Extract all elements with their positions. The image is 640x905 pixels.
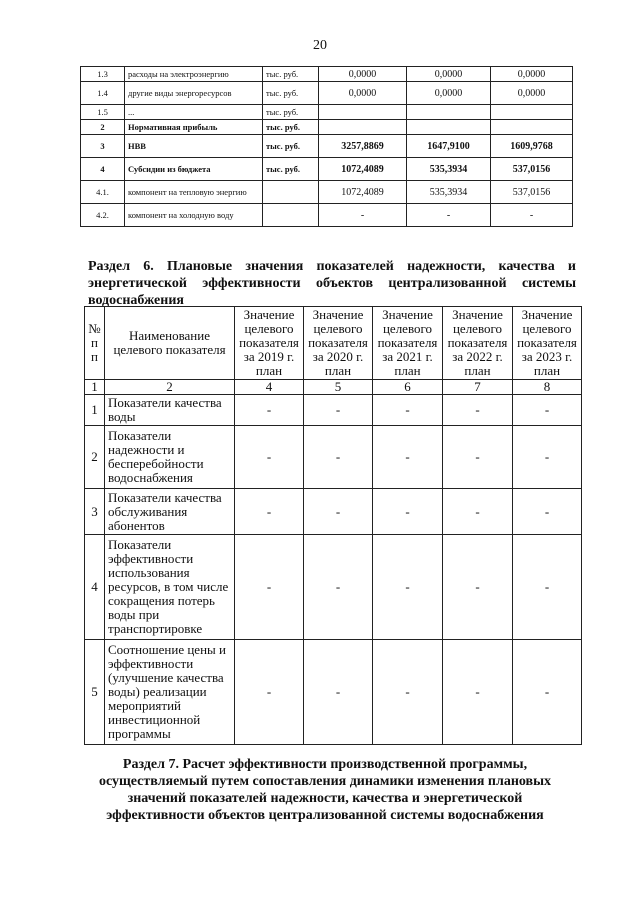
header-year: Значение целевого показателя за 2022 г. план — [443, 307, 513, 380]
indicators-table — [84, 306, 582, 745]
header-name: Наименование целевого показателя — [105, 307, 235, 380]
table-row: 3 НВВ тыс. руб. 3257,8869 1647,9100 1609,9768 — [81, 135, 573, 158]
header-year: Значение целевого показателя за 2021 г. план — [373, 307, 443, 380]
section-7-heading: Раздел 7. Расчет эффективности производственной программы, осуществляемый путем сопоставления динамики изменения плановых значений показателей надежности, качества и энергетической эффективности объектов централизованной системы водоснабжения — [98, 757, 552, 823]
header-year: Значение целевого показателя за 2020 г. план — [304, 307, 373, 380]
table-row: 4 Показатели эффективности использования ресурсов, в том числе сокращения потерь воды при транспортировке - - - - - — [85, 535, 582, 640]
table-row: 2 Нормативная прибыль тыс. руб. — [81, 120, 573, 135]
page-number: 20 — [313, 38, 327, 53]
table-row: 4.1. компонент на тепловую энергию 1072,4089 535,3934 537,0156 — [81, 181, 573, 204]
column-number-row: 1 2 4 5 6 7 8 — [85, 380, 582, 395]
table-row: 2 Показатели надежности и бесперебойности водоснабжения - - - - - — [85, 426, 582, 489]
table-row: 1.4 другие виды энергоресурсов тыс. руб. 0,0000 0,0000 0,0000 — [81, 82, 573, 105]
table-row: 4.2. компонент на холодную воду - - - — [81, 204, 573, 227]
header-num: № п п — [85, 307, 105, 380]
table-row: 1 Показатели качества воды - - - - - — [85, 395, 582, 426]
table-header-row — [85, 307, 582, 380]
section-6-heading: Раздел 6. Плановые значения показателей надежности, качества и энергетической эффективности объектов централизованной системы водоснабжения — [88, 259, 576, 308]
table-row: 3 Показатели качества обслуживания абонентов - - - - - — [85, 489, 582, 535]
table-row: 5 Соотношение цены и эффективности (улучшение качества воды) реализации мероприятий инвестиционной программы - - - - - — [85, 640, 582, 745]
table-row: 4 Субсидии из бюджета тыс. руб. 1072,4089 535,3934 537,0156 — [81, 158, 573, 181]
header-year: Значение целевого показателя за 2019 г. план — [235, 307, 304, 380]
table-row: 1.3 расходы на электроэнергию тыс. руб. 0,0000 0,0000 0,0000 — [81, 67, 573, 82]
header-year: Значение целевого показателя за 2023 г. план — [513, 307, 582, 380]
table-row: 1.5 ... тыс. руб. — [81, 105, 573, 120]
budget-table — [80, 66, 573, 227]
